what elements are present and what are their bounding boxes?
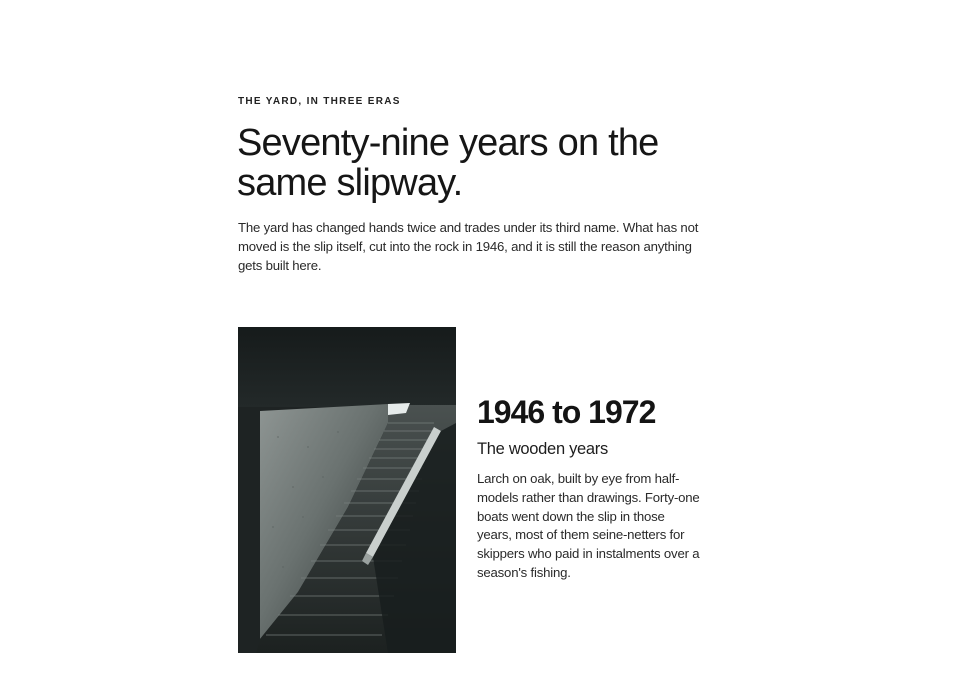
section-headline: Seventy-nine years on the same slipway.	[237, 122, 659, 204]
section-eyebrow: THE YARD, IN THREE ERAS	[238, 96, 401, 107]
era-body: Larch on oak, built by eye from half-models rather than drawings. Forty-one boats went down the slip in those years, most of them seine-netters for skippers who paid in instalments over a season's fishing.	[477, 471, 700, 580]
era-years: 1946 to 1972	[477, 394, 656, 430]
concrete-staircase-photo	[238, 327, 456, 653]
era-photo	[238, 327, 456, 653]
era-title: The wooden years	[477, 440, 608, 458]
era-block	[477, 392, 707, 583]
section-intro: The yard has changed hands twice and trades under its third name. What has not moved is the slip itself, cut into the rock in 1946, and it is still the reason anything gets built here.	[238, 220, 699, 273]
